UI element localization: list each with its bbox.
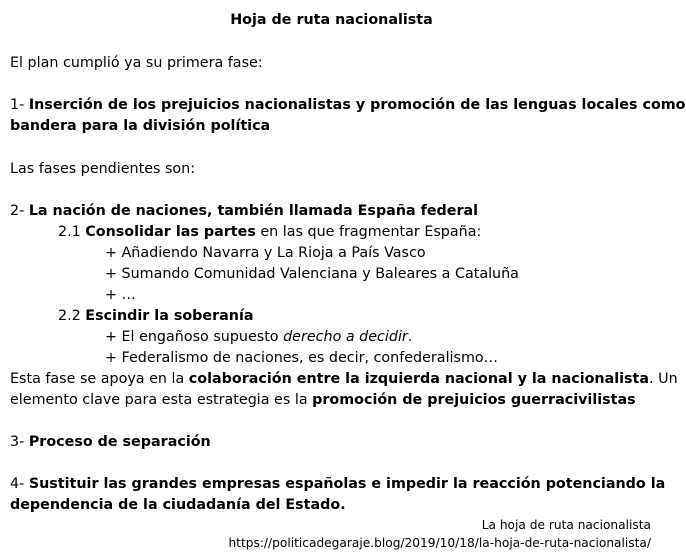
phase-2-2-item: [105, 327, 412, 348]
phase-2-note-text: Esta fase se apoya en la: [10, 371, 189, 387]
phase-2-note-line-1: [10, 369, 678, 390]
phase-2-1-item: + Sumando Comunidad Valenciana y Baleares a Cataluña: [105, 266, 519, 282]
phase-2-2-item-italic: derecho a decidir: [283, 329, 408, 345]
caption-url[interactable]: https://politicadegaraje.blog/2019/10/18/la-hoja-de-ruta-nacionalista/: [228, 536, 651, 550]
phase-2-2-item-prefix: + El engañoso supuesto: [105, 329, 284, 345]
phase-2-note-bold: promoción de prejuicios guerracivilistas: [312, 392, 636, 408]
phase-2-1-number: 2.1: [58, 224, 86, 240]
phase-2-1-bold: Consolidar las partes: [85, 224, 256, 240]
phase-2-1-heading: [58, 222, 481, 243]
phase-2-note-text: elemento clave para esta estrategia es la: [10, 392, 313, 408]
phase-1-text-cont: bandera para la división política: [10, 118, 271, 134]
phase-2-1-rest: en las que fragmentar España:: [255, 224, 482, 240]
phase-2-number: 2-: [10, 203, 29, 219]
intro-text: El plan cumplió ya su primera fase:: [10, 55, 263, 71]
phase-2-note-line-2: [10, 390, 636, 411]
phase-2-note-text: . Un: [649, 371, 678, 387]
phase-4-text: Sustituir las grandes empresas españolas e impedir la reacción potenciando la: [28, 476, 666, 492]
phase-2-1-item: + …: [105, 287, 136, 303]
phase-4-text-cont: dependencia de la ciudadanía del Estado.: [10, 497, 346, 513]
phase-2-2-heading: [58, 306, 254, 327]
phase-2-heading: [10, 201, 478, 222]
phase-2-2-bold: Escindir la soberanía: [85, 308, 254, 324]
phase-2-title: La nación de naciones, también llamada España federal: [28, 203, 479, 219]
phase-3-number: 3-: [10, 434, 29, 450]
phase-1-line-2: [10, 116, 270, 137]
phase-2-2-item: + Federalismo de naciones, es decir, confederalismo…: [105, 350, 498, 366]
phase-1-text: Inserción de los prejuicios nacionalistas y promoción de las lenguas locales como: [28, 97, 686, 113]
caption-title: La hoja de ruta nacionalista: [481, 518, 651, 532]
document-title: Hoja de ruta nacionalista: [230, 12, 433, 28]
phase-2-2-item-suffix: .: [407, 329, 413, 345]
phase-3-heading: [10, 432, 211, 453]
phase-1-line-1: [10, 95, 686, 116]
phase-4-line-2: [10, 495, 346, 516]
phase-2-1-item: + Añadiendo Navarra y La Rioja a País Vasco: [105, 245, 426, 261]
phase-4-line-1: [10, 474, 665, 495]
phase-1-number: 1-: [10, 97, 29, 113]
phase-3-title: Proceso de separación: [28, 434, 211, 450]
phase-2-note-bold: colaboración entre la izquierda nacional y la nacionalista: [188, 371, 650, 387]
pending-label: Las fases pendientes son:: [10, 161, 196, 177]
phase-2-2-number: 2.2: [58, 308, 86, 324]
phase-4-number: 4-: [10, 476, 29, 492]
